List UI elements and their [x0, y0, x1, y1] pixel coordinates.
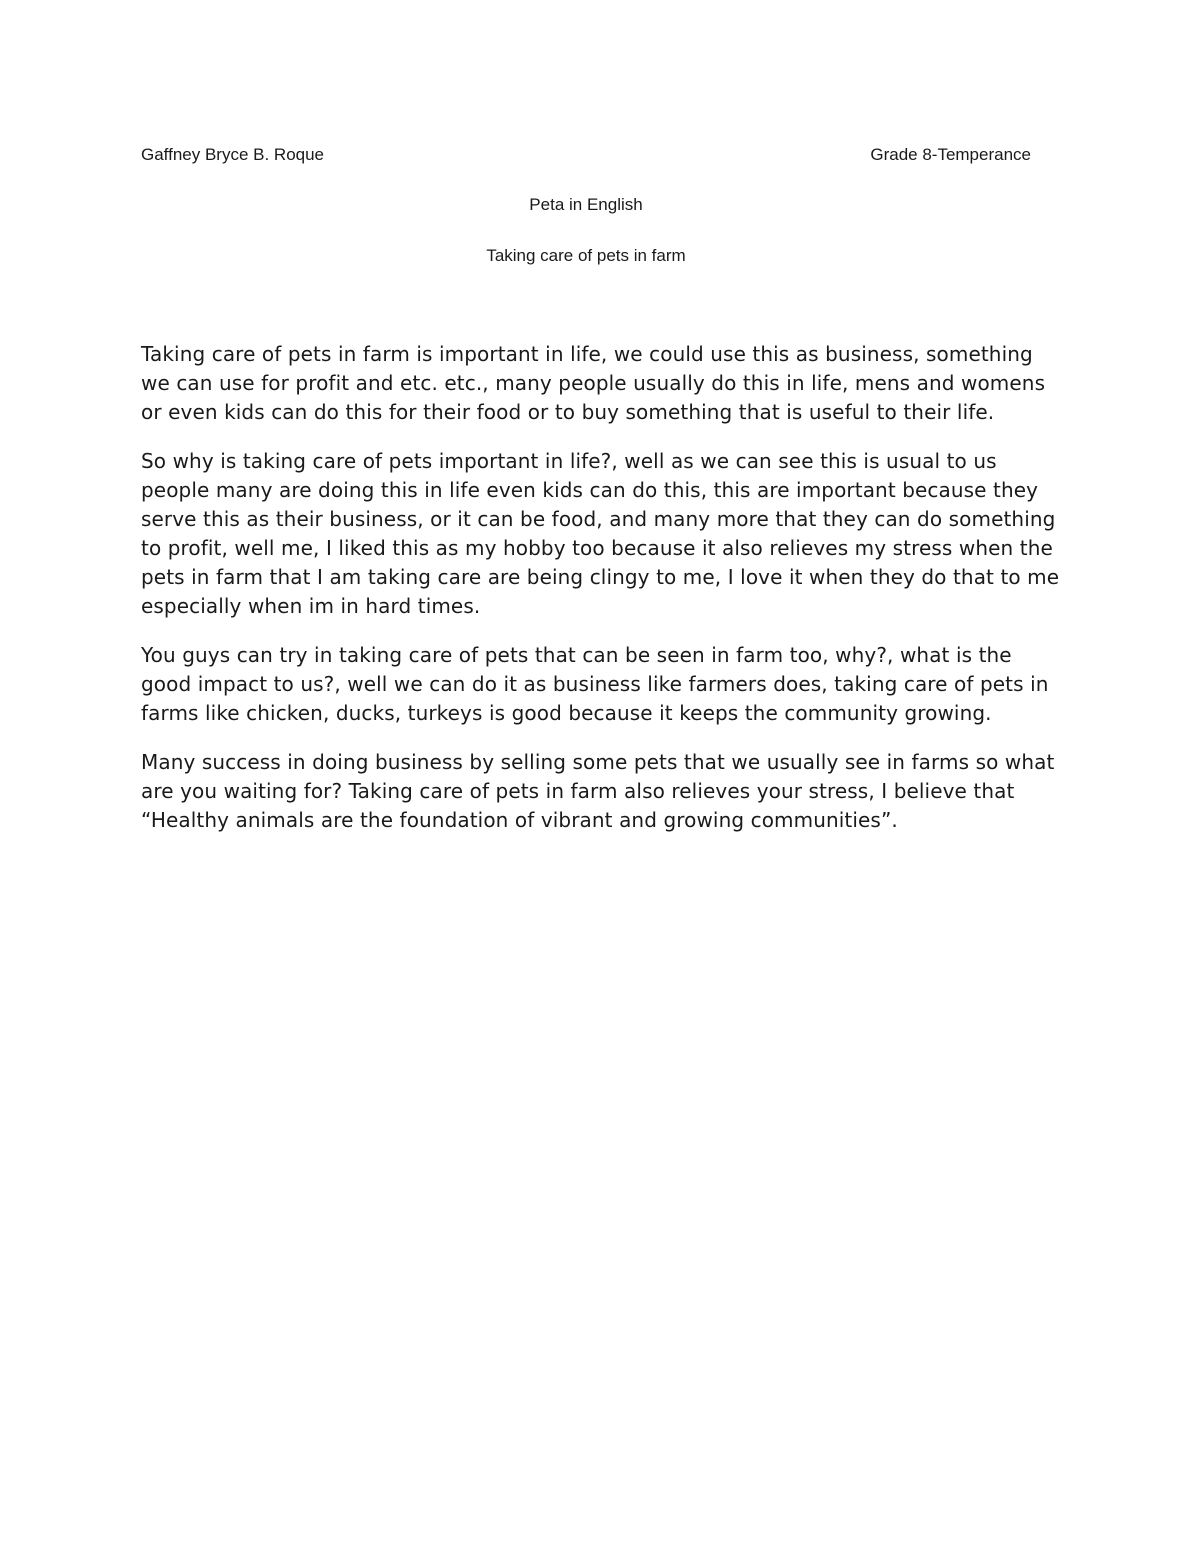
paragraph-1: Taking care of pets in farm is important in life, we could use this as business, something we can use for profit and etc. etc., many people usually do this in life, mens and womens or even kids can do this for their food or to buy something that is useful to their life. [141, 342, 1046, 424]
paragraph-4: Many success in doing business by selling some pets that we usually see in farms so what are you waiting for? Taking care of pets in farm also relieves your stress, I believe that “Healthy animals are the foundation of vibrant and growing communities”. [141, 750, 1055, 832]
header-row [141, 145, 1031, 169]
grade-section: Grade 8-Temperance [870, 145, 1031, 164]
document-title: Taking care of pets in farm [486, 246, 686, 265]
paragraph-2: So why is taking care of pets important in life?, well as we can see this is usual to us people many are doing this in life even kids can do this, this are important because they serve this as their business, or it can be food, and many more that they can do something to profit, well me, I liked this as my hobby too because it also relieves my stress when the pets in farm that I am taking care are being clingy to me, I love it when they do that to me especially when im in hard times. [141, 449, 1060, 618]
subject-line: Peta in English [529, 195, 643, 214]
author-name: Gaffney Bryce B. Roque [141, 145, 325, 164]
paragraph-3: You guys can try in taking care of pets that can be seen in farm too, why?, what is the good impact to us?, well we can do it as business like farmers does, taking care of pets in farms like chicken, ducks, turkeys is good because it keeps the community growing. [141, 643, 1049, 725]
essay-body [141, 340, 1066, 855]
